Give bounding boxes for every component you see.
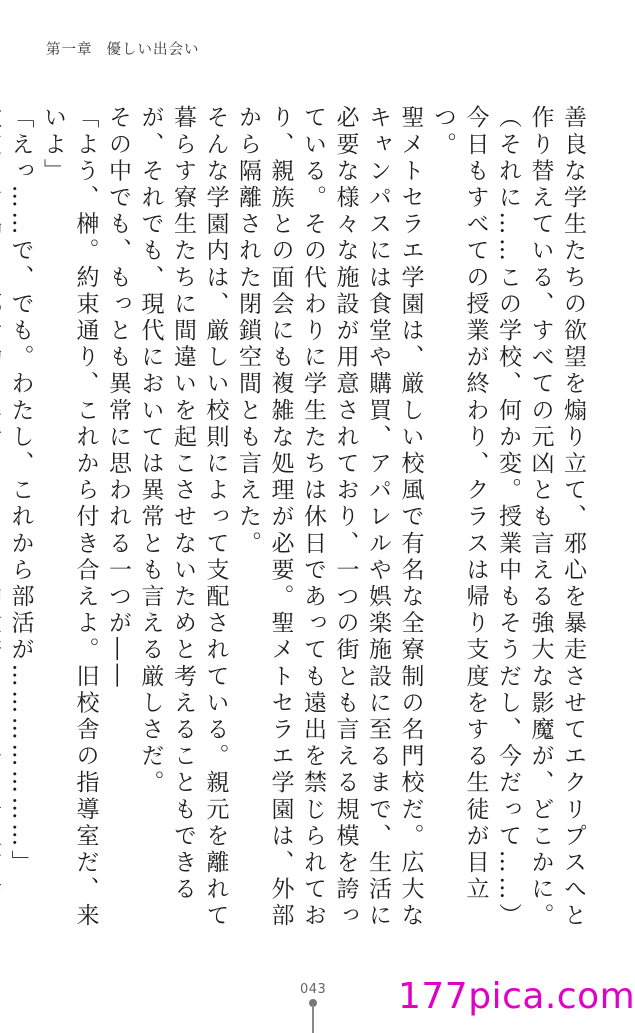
chapter-title: 優しい出会い xyxy=(106,42,200,58)
paragraph xyxy=(0,105,4,945)
chapter-number: 第一章 xyxy=(46,42,93,58)
vertical-body-text xyxy=(7,105,589,945)
paragraph: そんな学園内は、厳しい校則によって支配されている。親元を離れて暮らす寮生たちに間違いを起こさせないためと考えることもできるが、それでも、現代においては異常とも言える厳しさだ。 xyxy=(137,105,229,930)
paragraph: 今日もすべての授業が終わり、クラスは帰り支度をする生徒が目立つ。 xyxy=(430,105,489,903)
paragraph: 「よう、榊。約束通り、これから付き合えよ。旧校舎の指導室だ、来いよ」 xyxy=(40,105,99,930)
paragraph: 「えっ……で、でも。わたし、これから部活が…………………」 xyxy=(7,105,34,877)
watermark: 177pica.com xyxy=(398,976,635,1017)
paragraph: その中でも、もっとも異常に思われる一つが―― xyxy=(105,105,131,691)
chapter-header xyxy=(46,38,200,59)
page-marker-ornament xyxy=(312,999,314,1033)
page-marker-line xyxy=(312,1005,314,1033)
paragraph: 善良な学生たちの欲望を煽り立て、邪心を暴走させてエクリプスへと作り替えている、すべての元凶とも言える強大な影魔が、どこかに。 xyxy=(527,105,586,930)
paragraph: （それに……この学校、何か変。授業中もそうだし、今だって……） xyxy=(495,105,521,930)
paragraph: 聖メトセラエ学園は、厳しい校風で有名な全寮制の名門校だ。広大なキャンパスには食堂や購買、アパレルや娯楽施設に至るまで、生活に必要な様々な施設が用意されており、一つの街とも言える規模を誇っている。その代わりに学生たちは休日であっても遠出を禁じられており、親族との面会にも複雑な処理が必要。聖メトセラエ学園は、外部から隔離された閉鎖空間とも言えた。 xyxy=(235,105,424,930)
page-number: 043 xyxy=(300,982,327,997)
